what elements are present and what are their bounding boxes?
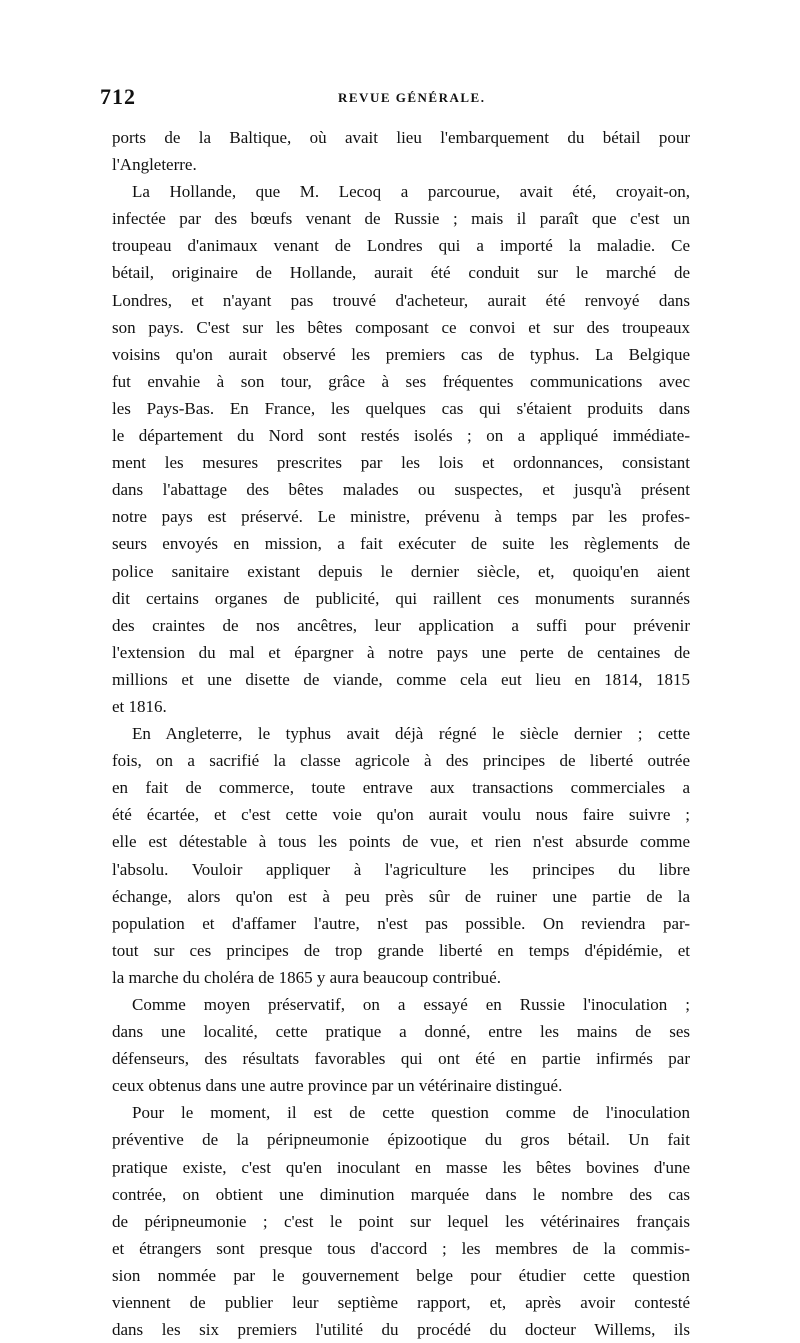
text-line: son pays. C'est sur les bêtes composant ce convoi et sur des troupeaux bbox=[112, 317, 690, 337]
text-line: défenseurs, des résultats favorables qui ont été en partie infirmés par bbox=[112, 1049, 690, 1069]
text-line: population et d'affamer l'autre, n'est pas possible. On reviendra par- bbox=[112, 913, 690, 933]
text-line: l'extension du mal et épargner à notre pays une perte de centaines de bbox=[112, 642, 690, 662]
text-line: échange, alors qu'on est à peu près sûr de ruiner une partie de la bbox=[112, 886, 690, 906]
text-line: en fait de commerce, toute entrave aux transactions commerciales a bbox=[112, 778, 690, 798]
text-line: contrée, on obtient une diminution marquée dans le nombre des cas bbox=[112, 1184, 690, 1204]
text-line: dans une localité, cette pratique a donné, entre les mains de ses bbox=[112, 1022, 690, 1042]
text-line: de péripneumonie ; c'est le point sur lequel les vétérinaires français bbox=[112, 1211, 690, 1231]
text-line: sion nommée par le gouvernement belge pour étudier cette question bbox=[112, 1265, 690, 1285]
text-line: millions et une disette de viande, comme cela eut lieu en 1814, 1815 bbox=[112, 669, 690, 689]
text-line: viennent de publier leur septième rapport, et, après avoir contesté bbox=[112, 1293, 690, 1313]
text-line: Pour le moment, il est de cette question comme de l'inoculation bbox=[132, 1103, 690, 1123]
text-line: tout sur ces principes de trop grande liberté en temps d'épidémie, et bbox=[112, 940, 690, 960]
text-line: bétail, originaire de Hollande, aurait été conduit sur le marché de bbox=[112, 263, 690, 283]
text-line: fut envahie à son tour, grâce à ses fréquentes communications avec bbox=[112, 371, 690, 391]
text-line: ports de la Baltique, où avait lieu l'embarquement du bétail pour bbox=[112, 128, 690, 147]
text-line: été écartée, et c'est cette voie qu'on aurait voulu nous faire suivre ; bbox=[112, 805, 690, 825]
body-text bbox=[112, 124, 690, 1343]
text-line: fois, on a sacrifié la classe agricole à des principes de liberté outrée bbox=[112, 751, 690, 771]
text-line: les Pays-Bas. En France, les quelques cas qui s'étaient produits dans bbox=[112, 398, 690, 418]
text-line: En Angleterre, le typhus avait déjà régné le siècle dernier ; cette bbox=[132, 724, 690, 744]
text-line: Londres, et n'ayant pas trouvé d'acheteur, aurait été renvoyé dans bbox=[112, 290, 690, 310]
page-header bbox=[100, 84, 690, 114]
text-line: l'Angleterre. bbox=[112, 155, 197, 175]
running-head: REVUE GÉNÉRALE. bbox=[338, 90, 486, 105]
text-line: ceux obtenus dans une autre province par un vétérinaire distingué. bbox=[112, 1076, 563, 1096]
text-line: et 1816. bbox=[112, 696, 167, 716]
text-line: infectée par des bœufs venant de Russie ; mais il paraît que c'est un bbox=[112, 209, 690, 229]
text-line: La Hollande, que M. Lecoq a parcourue, avait été, croyait-on, bbox=[132, 182, 690, 202]
text-line: dans les six premiers l'utilité du procédé du docteur Willems, ils bbox=[112, 1320, 690, 1340]
text-line: troupeau d'animaux venant de Londres qui a importé la maladie. Ce bbox=[112, 236, 690, 256]
text-line: pratique existe, c'est qu'en inoculant en masse les bêtes bovines d'une bbox=[112, 1157, 690, 1177]
text-line: notre pays est préservé. Le ministre, prévenu à temps par les profes- bbox=[112, 507, 690, 527]
text-line: voisins qu'on aurait observé les premiers cas de typhus. La Belgique bbox=[112, 344, 690, 364]
text-line: l'absolu. Vouloir appliquer à l'agriculture les principes du libre bbox=[112, 859, 690, 879]
text-line: dit certains organes de publicité, qui raillent ces monuments surannés bbox=[112, 588, 690, 608]
text-line: Comme moyen préservatif, on a essayé en Russie l'inoculation ; bbox=[132, 995, 690, 1014]
text-line: et étrangers sont presque tous d'accord ; les membres de la commis- bbox=[112, 1238, 690, 1258]
text-line: des craintes de nos ancêtres, leur application a suffi pour prévenir bbox=[112, 615, 690, 635]
text-line: ment les mesures prescrites par les lois et ordonnances, consistant bbox=[112, 453, 690, 473]
text-line: préventive de la péripneumonie épizootique du gros bétail. Un fait bbox=[112, 1130, 690, 1150]
text-line: la marche du choléra de 1865 y aura beaucoup contribué. bbox=[112, 967, 501, 987]
text-line: police sanitaire existant depuis le dernier siècle, et, quoiqu'en aient bbox=[112, 561, 690, 581]
text-line: seurs envoyés en mission, a fait exécuter de suite les règlements de bbox=[112, 534, 690, 554]
text-line: elle est détestable à tous les points de vue, et rien n'est absurde comme bbox=[112, 832, 690, 852]
text-line: le département du Nord sont restés isolés ; on a appliqué immédiate- bbox=[112, 426, 690, 446]
page-number: 712 bbox=[100, 84, 136, 109]
text-line: dans l'abattage des bêtes malades ou suspectes, et jusqu'à présent bbox=[112, 480, 690, 500]
